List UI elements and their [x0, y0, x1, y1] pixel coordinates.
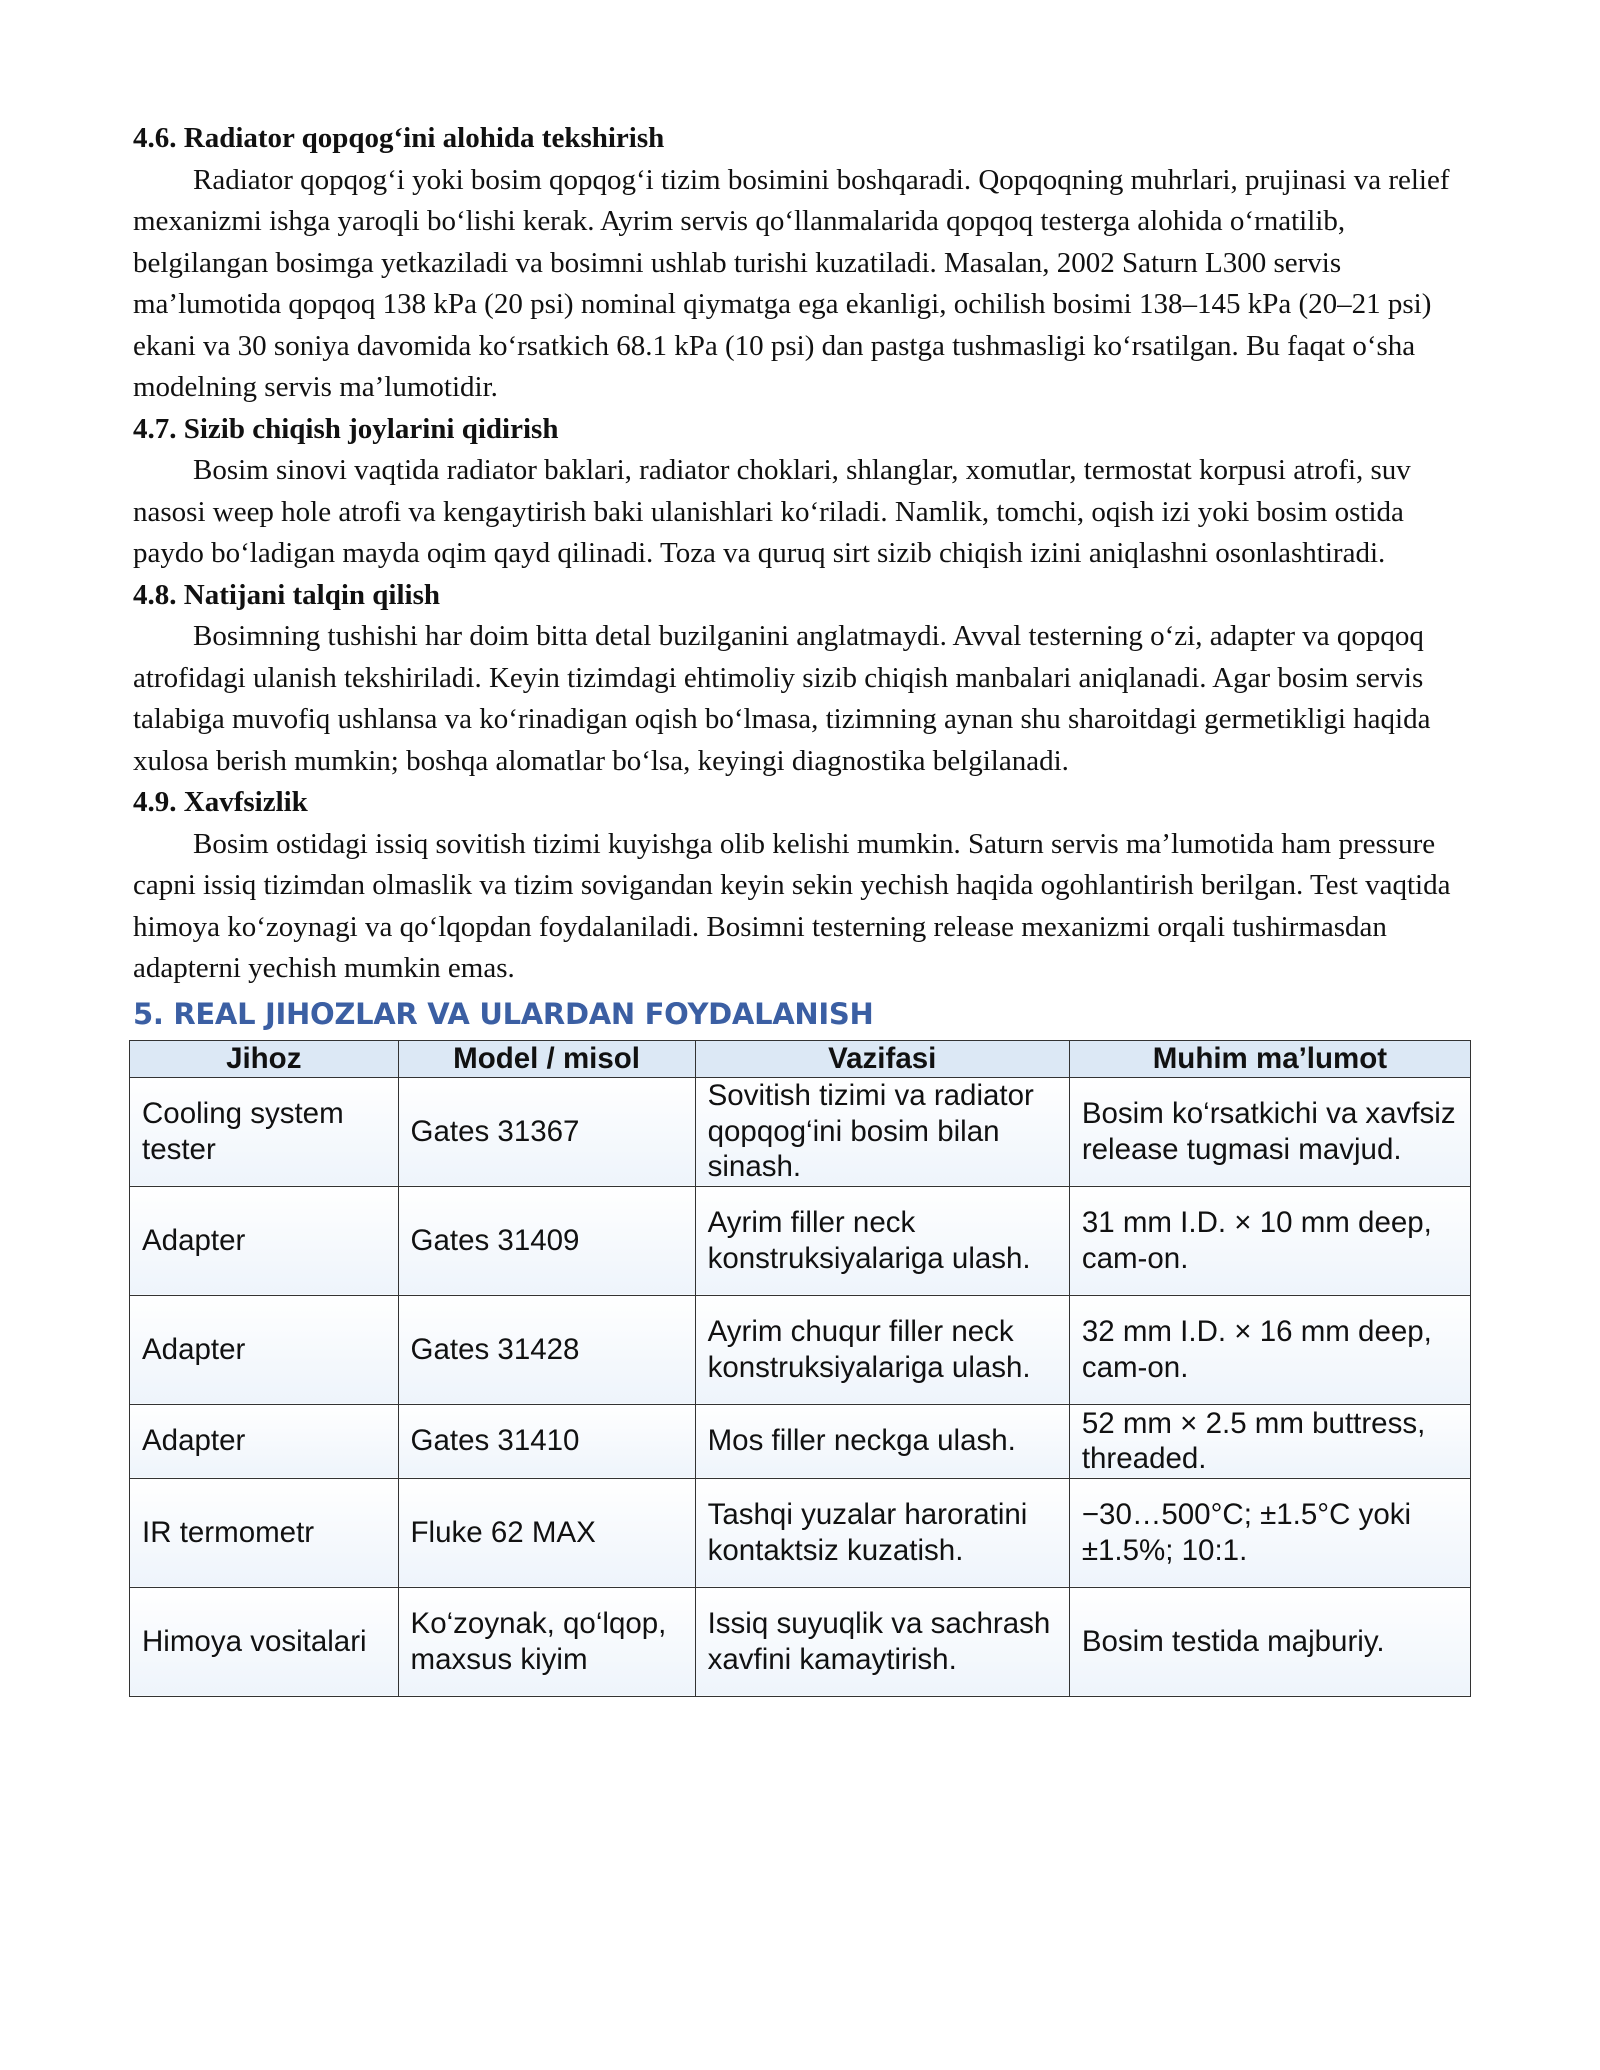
table-row — [130, 1295, 1471, 1404]
section-4-9-paragraph: Bosim ostidagi issiq sovitish tizimi kuyishga olib kelishi mumkin. Saturn servis ma’lumotida ham pressure capni issiq tizimdan olmaslik va tizim sovigandan keyin sekin yechish haqida ogohlantirish berilgan. Test vaqtida himoya ko‘zoynagi va qo‘lqopdan foydalaniladi. Bosimni testerning release mexanizmi orqali tushirmasdan adapterni yechish mumkin emas. — [133, 827, 1451, 984]
table-cell: Ayrim chuqur filler neck konstruksiyalariga ulash. — [695, 1295, 1069, 1404]
table-cell: Bosim testida majburiy. — [1069, 1587, 1470, 1696]
section-4-7-heading: 4.7. Sizib chiqish joylarini qidirish — [133, 412, 559, 445]
table-cell: Cooling system tester — [130, 1077, 399, 1186]
table-cell: Bosim ko‘rsatkichi va xavfsiz release tugmasi mavjud. — [1069, 1077, 1470, 1186]
table-cell: 32 mm I.D. × 16 mm deep, cam-on. — [1069, 1295, 1470, 1404]
section-4-7-paragraph: Bosim sinovi vaqtida radiator baklari, radiator choklari, shlanglar, xomutlar, termostat korpusi atrofi, suv nasosi weep hole atrofi va kengaytirish baki ulanishlari ko‘riladi. Namlik, tomchi, oqish izi yoki bosim ostida paydo bo‘ladigan mayda oqim qayd qilinadi. Toza va quruq sirt sizib chiqish izini aniqlashni osonlashtiradi. — [133, 454, 1411, 569]
table-cell: Fluke 62 MAX — [398, 1478, 695, 1587]
table-cell: Ayrim filler neck konstruksiyalariga ulash. — [695, 1186, 1069, 1295]
table-cell: Gates 31409 — [398, 1186, 695, 1295]
column-header-muhim: Muhim ma’lumot — [1069, 1040, 1470, 1077]
table-cell: Mos filler neckga ulash. — [695, 1404, 1069, 1478]
table-cell: Ko‘zoynak, qo‘lqop, maxsus kiyim — [398, 1587, 695, 1696]
column-header-model: Model / misol — [398, 1040, 695, 1077]
table-cell: Adapter — [130, 1186, 399, 1295]
table-cell: Adapter — [130, 1404, 399, 1478]
table-cell: Gates 31410 — [398, 1404, 695, 1478]
table-row — [130, 1404, 1471, 1478]
table-row — [130, 1077, 1471, 1186]
table-cell: Adapter — [130, 1295, 399, 1404]
table-cell: Gates 31367 — [398, 1077, 695, 1186]
column-header-jihoz: Jihoz — [130, 1040, 399, 1077]
table-header-row — [130, 1040, 1471, 1077]
table-row — [130, 1186, 1471, 1295]
table-cell: Sovitish tizimi va radiator qopqog‘ini bosim bilan sinash. — [695, 1077, 1069, 1186]
table-cell: Gates 31428 — [398, 1295, 695, 1404]
table-cell: Tashqi yuzalar haroratini kontaktsiz kuzatish. — [695, 1478, 1069, 1587]
table-row — [130, 1478, 1471, 1587]
column-header-vazifasi: Vazifasi — [695, 1040, 1069, 1077]
table-cell: 31 mm I.D. × 10 mm deep, cam-on. — [1069, 1186, 1470, 1295]
equipment-table — [129, 1040, 1471, 1697]
table-cell: Himoya vositalari — [130, 1587, 399, 1696]
table-row — [130, 1587, 1471, 1696]
table-cell: 52 mm × 2.5 mm buttress, threaded. — [1069, 1404, 1470, 1478]
section-4-6-heading: 4.6. Radiator qopqog‘ini alohida tekshirish — [133, 122, 665, 154]
table-cell: IR termometr — [130, 1478, 399, 1587]
table-cell: Issiq suyuqlik va sachrash xavfini kamaytirish. — [695, 1587, 1069, 1696]
section-4-8-paragraph: Bosimning tushishi har doim bitta detal buzilganini anglatmaydi. Avval testerning o‘zi, adapter va qopqoq atrofidagi ulanish tekshiriladi. Keyin tizimdagi ehtimoliy sizib chiqish manbalari aniqlanadi. Agar bosim servis talabiga muvofiq ushlansa va ko‘rinadigan oqish bo‘lmasa, tizimning aynan shu sharoitdagi germetikligi haqida xulosa berish mumkin; boshqa alomatlar bo‘lsa, keyingi diagnostika belgilanadi. — [133, 620, 1431, 777]
section-4-9-heading: 4.9. Xavfsizlik — [133, 786, 308, 818]
section-4-6-paragraph: Radiator qopqog‘i yoki bosim qopqog‘i tizim bosimini boshqaradi. Qopqoqning muhrlari, prujinasi va relief mexanizmi ishga yaroqli bo‘lishi kerak. Ayrim servis qo‘llanmalarida qopqoq testerga alohida o‘rnatilib, belgilangan bosimga yetkaziladi va bosimni ushlab turishi kuzatiladi. Masalan, 2002 Saturn L300 servis ma’lumotida qopqoq 138 kPa (20 psi) nominal qiymatga ega ekanligi, ochilish bosimi 138–145 kPa (20–21 psi) ekani va 30 soniya davomida ko‘rsatkich 68.1 kPa (10 psi) dan pastga tushmasligi ko‘rsatilgan. Bu faqat o‘sha modelning servis ma’lumotidir. — [133, 163, 1450, 403]
section-5-heading: 5. REAL JIHOZLAR VA ULARDAN FOYDALANISH — [133, 996, 874, 1031]
document-page — [133, 118, 1469, 1697]
table-cell: −30…500°C; ±1.5°C yoki ±1.5%; 10:1. — [1069, 1478, 1470, 1587]
section-4-8-heading: 4.8. Natijani talqin qilish — [133, 578, 440, 611]
